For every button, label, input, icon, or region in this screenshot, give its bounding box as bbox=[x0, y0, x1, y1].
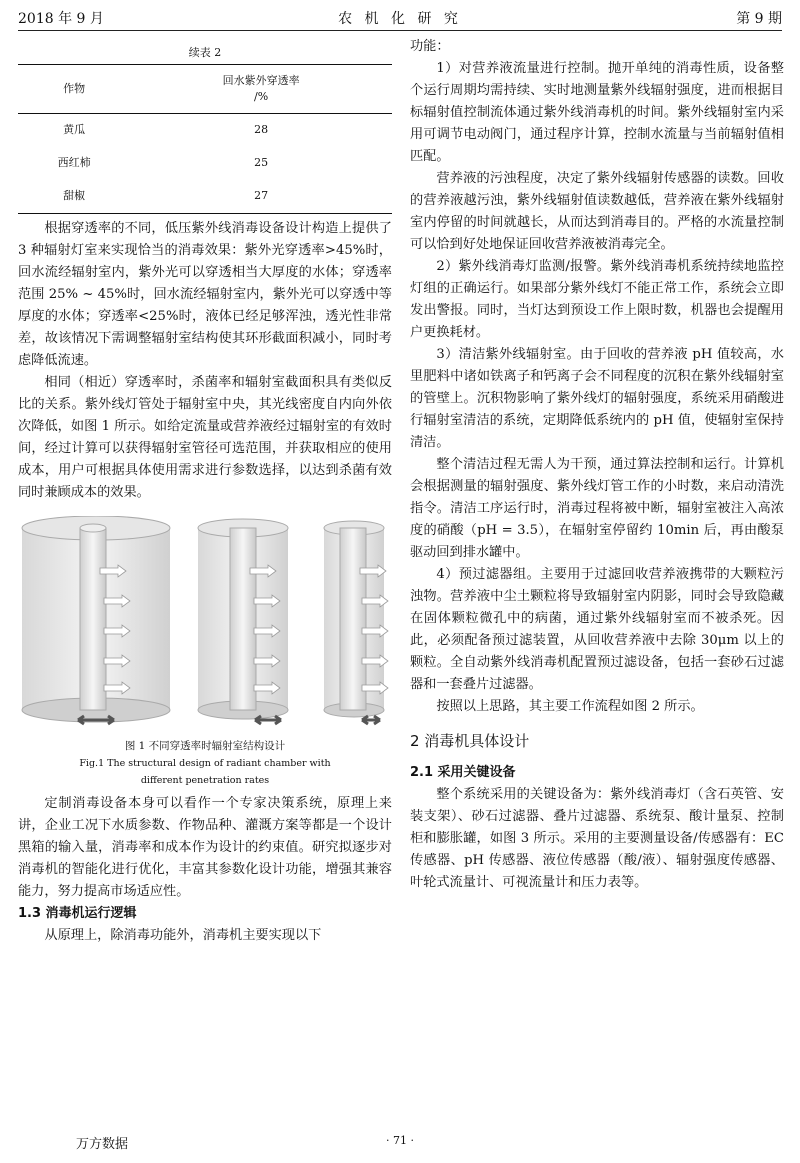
running-header bbox=[18, 8, 782, 30]
data-table bbox=[18, 64, 392, 214]
paragraph: 根据穿透率的不同，低压紫外线消毒设备设计构造上提供了 3 种辐射灯室来实现恰当的消毒效果：紫外光穿透率>45%时，回水流经辐射室内，紫外光可以穿透相当大厚度的水体；穿透率范围 25% ~ 45%时，回水流经辐射室内，紫外光可以穿透中等厚度的水体；穿透率<25%时，液体已经足够浑浊，透光性非常差，故该情况下需调整辐射室结构使其环形截面积减小，同时考虑降低流速。 bbox=[18, 221, 392, 368]
chamber-medium bbox=[198, 519, 288, 724]
footer-logo: 万方数据 bbox=[76, 1137, 129, 1152]
table-cell-value: 27 bbox=[130, 180, 392, 214]
table-header-uv-label: 回水紫外穿透率 bbox=[222, 74, 300, 87]
table-header-crop: 作物 bbox=[18, 65, 130, 114]
table-cell-crop: 甜椒 bbox=[18, 180, 130, 214]
paragraph: 从原理上，除消毒功能外，消毒机主要实现以下 bbox=[44, 928, 322, 943]
left-column bbox=[18, 36, 392, 947]
table-header-uv-unit: /% bbox=[254, 90, 269, 103]
figure-caption-en-2: different penetration rates bbox=[140, 775, 270, 786]
table-caption: 续表 2 bbox=[188, 46, 222, 59]
section-heading-1-3: 1.3 消毒机运行逻辑 bbox=[18, 906, 137, 921]
table-cell-crop: 黄瓜 bbox=[63, 123, 86, 136]
header-date: 2018 年 9 月 bbox=[18, 11, 104, 27]
table-cell-value: 25 bbox=[254, 156, 269, 169]
paragraph: 整个清洁过程无需人为干预，通过算法控制和运行。计算机会根据测量的辐射强度、紫外线灯管工作的小时数，来启动清洗指令。清洁工序运行时，消毒过程将被中断，辐射室被注入高浓度的硝酸（pH = 3.5），在辐射室停留约 10min 后，再由酸泵驱动回到排水罐中。 bbox=[410, 457, 784, 560]
table-cell-crop: 西红柿 bbox=[57, 156, 91, 169]
chamber-small bbox=[324, 521, 388, 724]
section-heading-2-1: 2.1 采用关键设备 bbox=[410, 765, 516, 780]
radiant-chamber-diagram bbox=[18, 516, 392, 734]
section-heading-2: 2 消毒机具体设计 bbox=[410, 732, 530, 750]
paragraph: 3）清洁紫外线辐射室。由于回收的营养液 pH 值较高，水里肥料中诸如铁离子和钙离子会不同程度的沉积在紫外线辐射室的管壁上。沉积物影响了紫外线灯的辐射强度，系统采用硝酸进行辐射室清洁的系统，定期降低系统内的 pH 值，使辐射室保持清洁。 bbox=[410, 347, 784, 450]
table-cell-value: 28 bbox=[254, 123, 269, 136]
paragraph: 功能： bbox=[410, 39, 450, 54]
table-header-uv bbox=[130, 65, 392, 114]
page-number: · 71 · bbox=[386, 1134, 414, 1147]
paragraph: 2）紫外线消毒灯监测/报警。紫外线消毒机系统持续地监控灯组的正确运行。如果部分紫外线灯不能正常工作，系统会立即发出警报。同时，当灯达到预设工作上限时数，机器也会提醒用户更换耗材。 bbox=[410, 259, 784, 340]
header-issue: 第 9 期 bbox=[736, 11, 782, 27]
paragraph: 定制消毒设备本身可以看作一个专家决策系统，原理上来讲，企业工况下水质参数、作物品种、灌溉方案等都是一个设计黑箱的输入量，消毒率和成本作为设计的约束值。研究拟逐步对消毒机的智能化进行优化，丰富其参数化设计功能，增强其兼容能力，努力提高市场适应性。 bbox=[18, 796, 392, 899]
paragraph: 按照以上思路，其主要工作流程如图 2 所示。 bbox=[436, 699, 704, 714]
paragraph: 整个系统采用的关键设备为：紫外线消毒灯（含石英管、安装支架）、砂石过滤器、叠片过滤器、系统泵、酸计量泵、控制柜和膨胀罐，如图 3 所示。采用的主要测量设备/传感器有：EC 传感器、pH 传感器、液位传感器（酸/液）、辐射强度传感器、叶轮式流量计、可视流量计和压力表等。 bbox=[410, 787, 784, 890]
header-journal: 农 机 化 研 究 bbox=[338, 11, 462, 27]
table-row bbox=[18, 114, 392, 148]
paragraph: 营养液的污浊程度，决定了紫外线辐射传感器的读数。回收的营养液越污浊，紫外线辐射值读数越低，营养液在紫外线辐射室内停留的时间就越长，从而达到消毒目的。严格的水流量控制可以恰到好处地保证回收营养液被消毒完全。 bbox=[410, 171, 784, 252]
table-row bbox=[18, 147, 392, 180]
header-rule bbox=[18, 30, 782, 31]
paragraph: 1）对营养液流量进行控制。抛开单纯的消毒性质，设备整个运行周期均需持续、实时地测量紫外线辐射强度，进而根据目标辐射值控制流体通过紫外线消毒机的时间。紫外线辐射室内采用可调节电动阀门，通过程序计算，控制水流量与当前辐射值相匹配。 bbox=[410, 61, 784, 164]
paragraph: 4）预过滤器组。主要用于过滤回收营养液携带的大颗粒污浊物。营养液中尘土颗粒将导致辐射室内阴影，同时会导致隐藏在固体颗粒微孔中的病菌，通过紫外线辐射室而不被杀死。因此，必须配备预过滤装置，从回收营养液中去除 30μm 以上的颗粒。全自动紫外线消毒机配置预过滤设备，包括一套砂石过滤器和一套叠片过滤器。 bbox=[410, 567, 784, 692]
paragraph: 相同（相近）穿透率时，杀菌率和辐射室截面积具有类似反比的关系。紫外线灯管处于辐射室中央，其光线密度自内向外依次降低，如图 1 所示。如给定流量或营养液经过辐射室的有效时间，经过计算可以获得辐射室管径可选范围，并获取相应的使用成本，用户可根据具体使用需求进行参数选择，以达到杀菌有效同时兼顾成本的效果。 bbox=[18, 375, 392, 500]
table-row bbox=[18, 180, 392, 214]
chamber-large bbox=[22, 516, 170, 724]
figure-caption-en-1: Fig.1 The structural design of radiant chamber with bbox=[79, 758, 331, 769]
figure-1 bbox=[18, 516, 392, 734]
right-column bbox=[410, 36, 784, 894]
figure-caption bbox=[18, 738, 392, 789]
figure-caption-cn: 图 1 不同穿透率时辐射室结构设计 bbox=[124, 740, 286, 752]
